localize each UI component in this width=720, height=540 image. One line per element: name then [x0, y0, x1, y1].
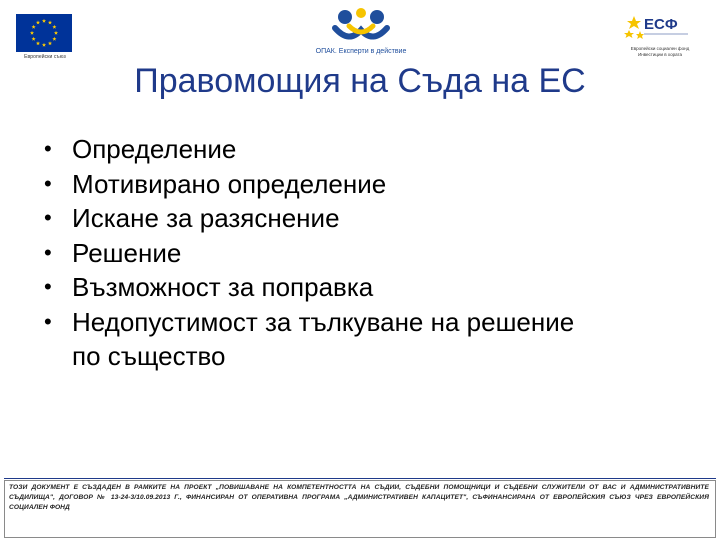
eu-logo: [14, 14, 74, 62]
bullet-dot-icon: •: [44, 308, 52, 334]
bullet-item: [44, 132, 684, 167]
bullet-text: Искане за разяснение: [72, 203, 340, 233]
bullet-item: [44, 236, 684, 271]
bullet-text: Решение: [72, 237, 182, 268]
esf-logo: [620, 12, 700, 62]
footer-text: ТОЗИ ДОКУМЕНТ Е СЪЗДАДЕН В РАМКИТЕ НА ПРОЕКТ „ПОВИШАВАНЕ НА КОМПЕТЕНТНОСТТА НА СЪДИИ, СЪДЕБНИ ПОМОЩНИЦИ И СЪДЕБНИ СЛУЖИТЕЛИ ОТ ВАС И АДМИНИСТРАТИВНИТЕ СЪДИЛИЩА", ДОГОВОР № 13-24-3/10.09.2013 Г., ФИНАНСИРАН ОТ ОПЕРАТИВНА ПРОГРАМА „АДМИНИСТРАТИВЕН КАПАЦИТЕТ", СЪФИНАНСИРАНА ОТ ЕВРОПЕЙСКИЯ СЪЮЗ ЧРЕЗ ЕВРОПЕЙСКИЯ СОЦИАЛЕН ФОНД: [9, 484, 709, 511]
bullet-text: Недопустимост за тълкуване на решение по същество: [72, 306, 575, 371]
esf-brand: ЕСФ: [644, 16, 678, 33]
opak-caption: ОПАК. Експерти в действие: [315, 48, 407, 55]
bullet-item: [44, 167, 684, 202]
bullet-dot-icon: •: [44, 239, 52, 265]
opak-figure-icon: [331, 8, 391, 46]
slide-title: Правомощия на Съда на ЕС: [134, 62, 586, 100]
bullet-dot-icon: •: [44, 136, 52, 161]
esf-caption: Европейски социален фонд Инвестиции в хората: [630, 46, 690, 57]
footer: [4, 480, 716, 538]
bullet-text: Определение: [72, 134, 237, 164]
bullet-text: Мотивирано определение: [72, 168, 387, 199]
eu-caption: Европейски съюз: [24, 54, 66, 60]
esf-star-icon: [624, 12, 694, 46]
eu-flag-icon: [16, 14, 72, 52]
bullet-dot-icon: •: [44, 205, 52, 230]
bullet-text: Възможност за поправка: [72, 272, 374, 302]
bullet-dot-icon: •: [44, 170, 52, 196]
bullet-item: [44, 270, 684, 305]
footer-divider: [4, 478, 716, 479]
bullet-dot-icon: •: [44, 274, 52, 299]
bullet-item: [44, 201, 684, 236]
opak-logo: [303, 8, 419, 62]
bullet-item: [44, 305, 592, 374]
bullet-list: [44, 132, 684, 374]
